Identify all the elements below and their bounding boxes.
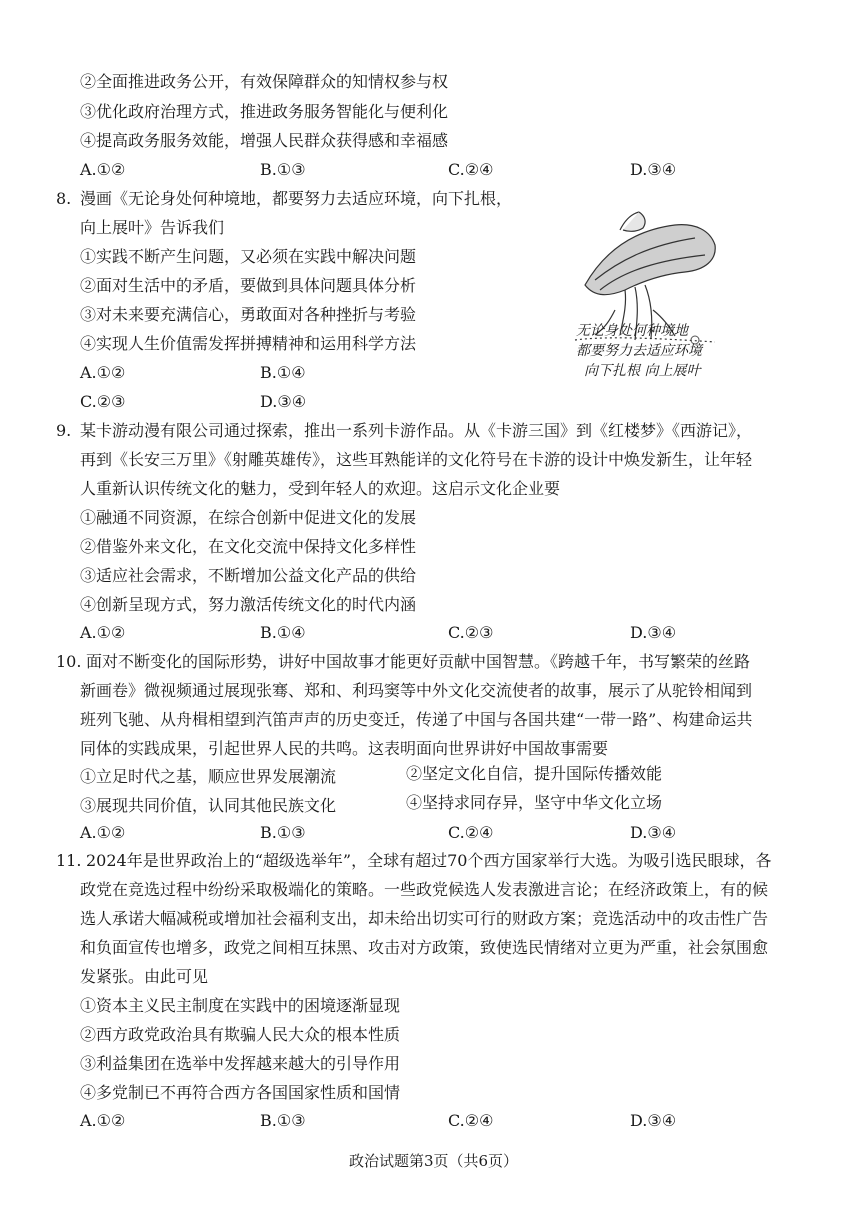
q7-item-3: ③优化政府治理方式，推进政务服务智能化与便利化 [80, 102, 449, 121]
q11-option-d: D.③④ [630, 1111, 677, 1130]
page-footer: 政治试题第3页（共6页） [348, 1152, 519, 1170]
q9-stem-line-3: 人重新认识传统文化的魅力，受到年轻人的欢迎。这启示文化企业要 [80, 479, 561, 498]
q9-stem-line-2: 再到《长安三万里》《射雕英雄传》，这些耳熟能详的文化符号在卡游的设计中焕发新生，让年轻 [80, 450, 753, 469]
q8-item-1: ①实践不断产生问题，又必须在实践中解决问题 [80, 247, 417, 266]
q10-stem-line-3: 班列飞驰、从舟楫相望到汽笛声声的历史变迁，传递了中国与各国共建“一带一路”、构建命运共 [80, 710, 753, 729]
q11-stem-line-5: 发紧张。由此可见 [80, 967, 209, 986]
cartoon-caption-line-1: 无论身处何种境地 [576, 323, 688, 339]
q7-option-a: A.①② [80, 160, 126, 179]
q10-item-1: ①立足时代之基，顺应世界发展潮流 [80, 767, 337, 786]
q8-stem-line-1: 漫画《无论身处何种境地，都要努力去适应环境，向下扎根， [80, 189, 513, 208]
q8-option-c: C.②③ [80, 392, 126, 411]
q7-item-4: ④提高政务服务效能，增强人民群众获得感和幸福感 [80, 131, 449, 150]
q8-option-a: A.①② [80, 363, 126, 382]
q7-item-2: ②全面推进政务公开，有效保障群众的知情权参与权 [80, 72, 449, 91]
q10-option-b: B.①③ [260, 823, 306, 842]
q11-item-1: ①资本主义民主制度在实践中的困境逐渐显现 [80, 996, 401, 1015]
q8-option-d: D.③④ [260, 392, 307, 411]
q10-item-4: ④坚持求同存异，坚守中华文化立场 [406, 793, 663, 812]
q9-stem-line-1: 某卡游动漫有限公司通过探索，推出一系列卡游作品。从《卡游三国》到《红楼梦》《西游记》， [80, 421, 753, 440]
q9-item-1: ①融通不同资源，在综合创新中促进文化的发展 [80, 508, 417, 527]
q9-option-b: B.①④ [260, 623, 306, 642]
q10-option-d: D.③④ [630, 823, 677, 842]
q8-option-b: B.①④ [260, 363, 306, 382]
q11-option-b: B.①③ [260, 1111, 306, 1130]
q11-stem-line-2: 政党在竞选过程中纷纷采取极端化的策略。一些政党候选人发表激进言论；在经济政策上，有的候 [80, 880, 769, 899]
q11-item-4: ④多党制已不再符合西方各国国家性质和国情 [80, 1083, 401, 1102]
q11-stem-line-1: 2024年是世界政治上的“超级选举年”，全球有超过70个西方国家举行大选。为吸引选民眼球，各 [86, 851, 772, 870]
q7-option-c: C.②④ [448, 160, 494, 179]
q10-number: 10. [56, 652, 82, 671]
q10-option-a: A.①② [80, 823, 126, 842]
q9-item-4: ④创新呈现方式，努力激活传统文化的时代内涵 [80, 595, 417, 614]
cartoon-caption-line-3: 向下扎根 向上展叶 [584, 363, 701, 379]
q8-item-2: ②面对生活中的矛盾，要做到具体问题具体分析 [80, 276, 417, 295]
q11-stem-line-4: 和负面宣传也增多，政党之间相互抹黑、攻击对方政策，致使选民情绪对立更为严重，社会氛围愈 [80, 938, 769, 957]
q10-option-c: C.②④ [448, 823, 494, 842]
q9-number: 9. [56, 421, 72, 440]
q9-item-2: ②借鉴外来文化，在文化交流中保持文化多样性 [80, 537, 417, 556]
q9-item-3: ③适应社会需求，不断增加公益文化产品的供给 [80, 566, 417, 585]
q7-option-d: D.③④ [630, 160, 677, 179]
q11-stem-line-3: 选人承诺大幅减税或增加社会福利支出，却未给出切实可行的财政方案；竞选活动中的攻击性广告 [80, 909, 769, 928]
q9-option-d: D.③④ [630, 623, 677, 642]
q8-number: 8. [56, 189, 72, 208]
q9-option-c: C.②③ [448, 623, 494, 642]
q10-item-2: ②坚定文化自信，提升国际传播效能 [406, 764, 663, 783]
q11-number: 11. [56, 851, 82, 870]
q7-option-b: B.①③ [260, 160, 306, 179]
q10-stem-line-2: 新画卷》微视频通过展现张骞、郑和、利玛窦等中外文化交流使者的故事，展示了从驼铃相闻到 [80, 681, 753, 700]
q10-stem-line-4: 同体的实践成果，引起世界人民的共鸣。这表明面向世界讲好中国故事需要 [80, 739, 609, 758]
q11-option-c: C.②④ [448, 1111, 494, 1130]
q8-item-4: ④实现人生价值需发挥拼搏精神和运用科学方法 [80, 334, 417, 353]
q8-item-3: ③对未来要充满信心，勇敢面对各种挫折与考验 [80, 305, 417, 324]
q11-option-a: A.①② [80, 1111, 126, 1130]
q10-item-3: ③展现共同价值，认同其他民族文化 [80, 796, 337, 815]
q9-option-a: A.①② [80, 623, 126, 642]
q8-stem-line-2: 向上展叶》告诉我们 [80, 218, 225, 237]
q10-stem-line-1: 面对不断变化的国际形势，讲好中国故事才能更好贡献中国智慧。《跨越千年，书写繁荣的丝路 [86, 652, 751, 671]
q11-item-2: ②西方政党政治具有欺骗人民大众的根本性质 [80, 1025, 401, 1044]
cartoon-caption-line-2: 都要努力去适应环境 [576, 343, 702, 359]
q11-item-3: ③利益集团在选举中发挥越来越大的引导作用 [80, 1054, 401, 1073]
